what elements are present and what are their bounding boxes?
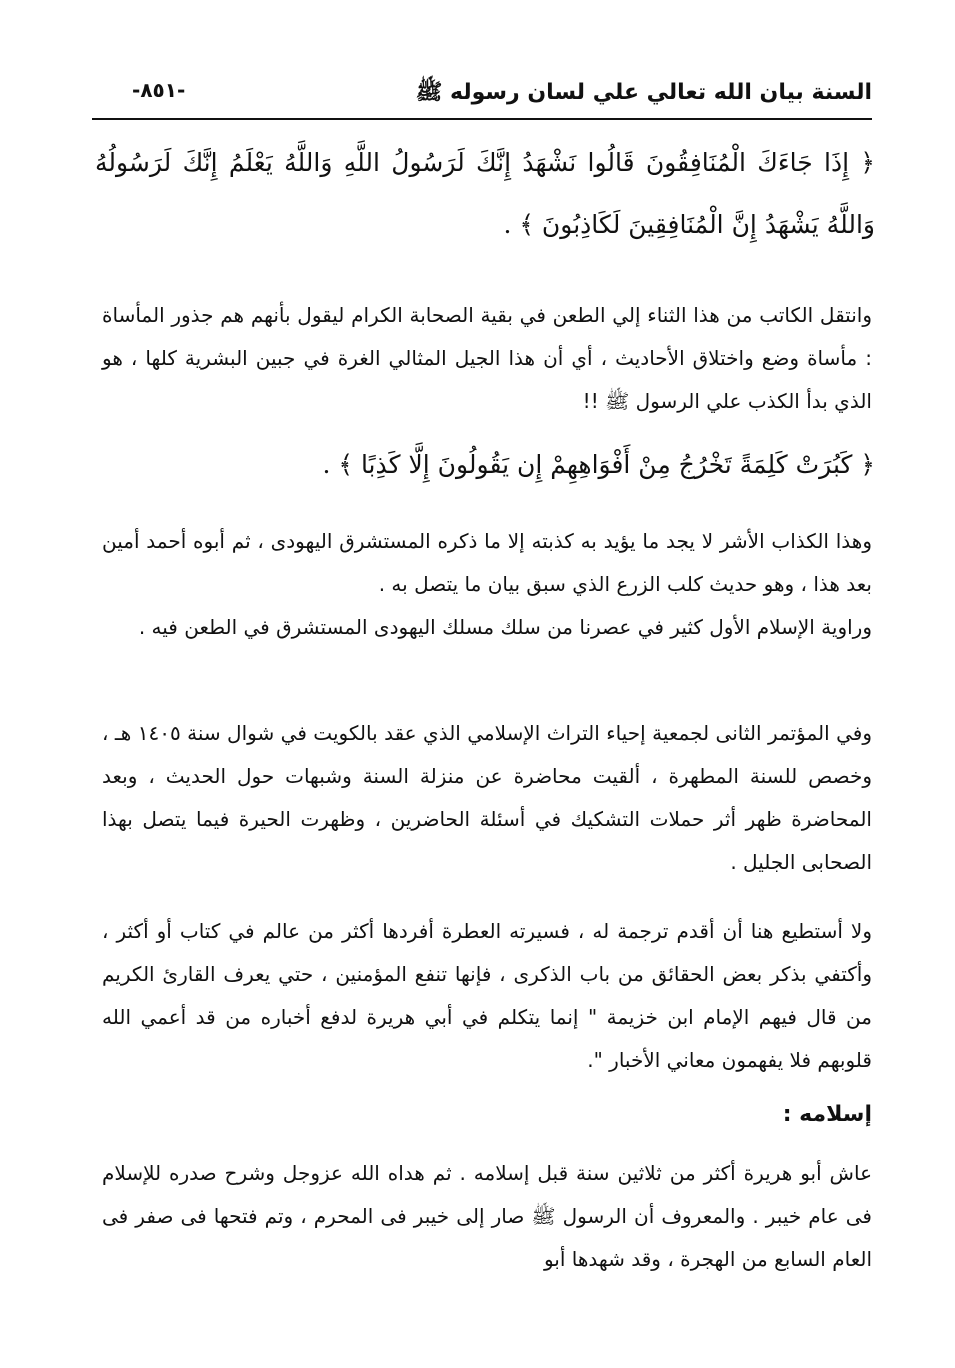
- section-heading: إسلامه :: [782, 1102, 872, 1127]
- paragraph-2: [102, 520, 872, 649]
- running-title: السنة بيان الله تعالي علي لسان رسوله ﷺ: [415, 80, 872, 105]
- page-number: -٨٥١-: [132, 78, 186, 102]
- paragraph-3: وفي المؤتمر الثانى لجمعية إحياء التراث الإسلامي الذي عقد بالكويت في شوال سنة ١٤٠٥ هـ ، وخصص للسنة المطهرة ، ألقيت محاضرة عن منزلة السنة وشبهات حول الحديث ، وبعد المحاضرة ظهر أثر حملات التشكيك في أسئلة الحاضرين ، وظهرت الحيرة فيما يتصل بهذا الصحابى الجليل .: [102, 721, 872, 874]
- paragraph-5: عاش أبو هريرة أكثر من ثلاثين سنة قبل إسلامه . ثم هداه الله عزوجل وشرح صدره للإسلام فى عام خيبر . والمعروف أن الرسول ﷺ صار إلى خيبر فى المحرم ، وتم فتحها فى صفر فى العام السابع من الهجرة ، وقد شهدها أبو: [102, 1161, 872, 1271]
- paragraph-1: وانتقل الكاتب من هذا الثناء إلي الطعن في بقية الصحابة الكرام ليقول بأنهم هم جذور المأساة : مأساة وضع واختلاق الأحاديث ، أي أن هذا الجيل المثالي الغرة في جبين البشرية كلها ، هو الذي بدأ الكذب علي الرسول ﷺ !!: [102, 303, 872, 413]
- header-divider: [92, 118, 872, 120]
- page-header: [92, 72, 872, 116]
- quran-verse-2: ﴿ كَبُرَتْ كَلِمَةً تَخْرُجُ مِنْ أَفْوَاهِهِمْ إِن يَقُولُونَ إِلَّا كَذِبًا ﴾ .: [322, 450, 875, 479]
- paragraph-4: ولا أستطيع هنا أن أقدم ترجمة له ، فسيرته العطرة أفردها أكثر من عالم في كتاب أو أكثر ، وأكتفي بذكر بعض الحقائق من باب الذكرى ، فإنها تنفع المؤمنين ، حتي يعرف القارئ الكريم من قال فيهم الإمام ابن خزيمة " إنما يتكلم في أبي هريرة لدفع أخباره من قد أعمي الله قلوبهم فلا يفهمون معاني الأخبار ".: [102, 919, 872, 1072]
- paragraph-2-part-a: وهذا الكذاب الأشر لا يجد ما يؤيد به كذبته إلا ما ذكره المستشرق اليهودى ، ثم أبوه أحمد أمين بعد هذا ، وهو حديث كلب الزرع الذي سبق بيان ما يتصل به .: [102, 529, 872, 596]
- paragraph-2-part-b: وراوية الإسلام الأول كثير في عصرنا من سلك مسلك اليهودى المستشرق في الطعن فيه .: [138, 615, 872, 639]
- quran-verse-1: ﴿ إِذَا جَاءَكَ الْمُنَافِقُونَ قَالُوا نَشْهَدُ إِنَّكَ لَرَسُولُ اللَّهِ وَاللَّهُ يَعْلَمُ إِنَّكَ لَرَسُولُهُ وَاللَّهُ يَشْهَدُ إِنَّ الْمُنَافِقِينَ لَكَاذِبُونَ ﴾ .: [95, 148, 875, 239]
